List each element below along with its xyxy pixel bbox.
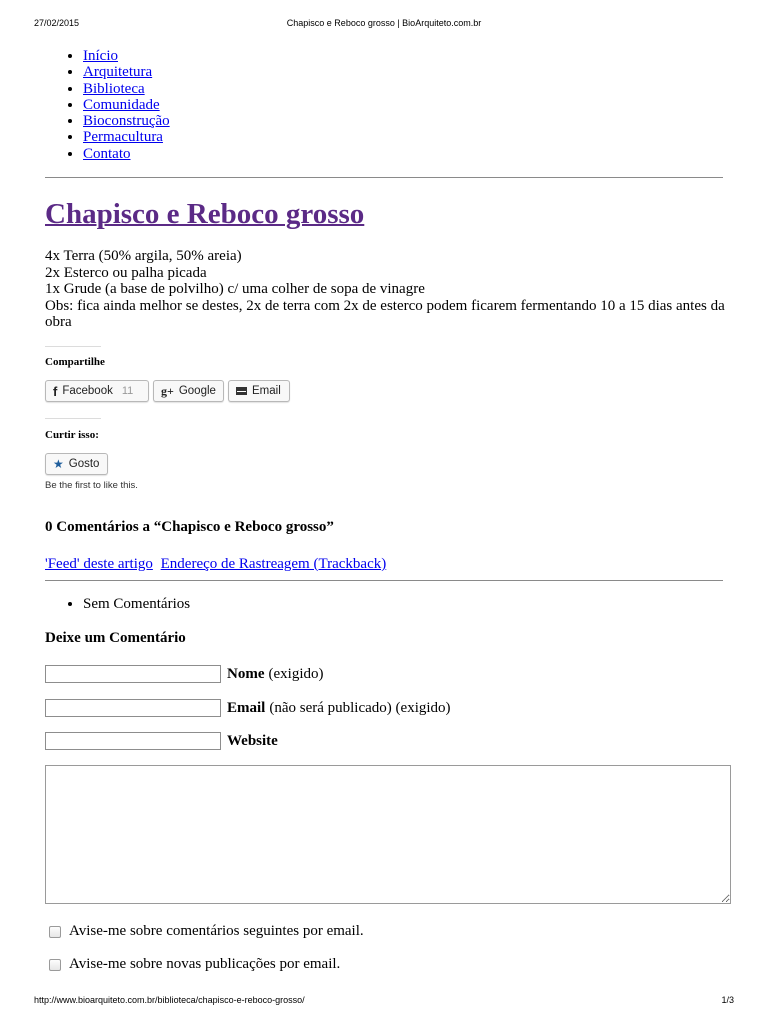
nav-link-comunidade[interactable]: Comunidade: [83, 96, 160, 113]
nav-link-contato[interactable]: Contato: [83, 145, 131, 162]
article-line: 2x Esterco ou palha picada: [45, 264, 207, 281]
leave-comment-title: Deixe um Comentário: [45, 630, 186, 646]
website-input[interactable]: [45, 732, 221, 750]
print-date: 27/02/2015: [34, 18, 80, 28]
facebook-count: 11: [121, 385, 134, 397]
article-line: 4x Terra (50% argila, 50% areia): [45, 248, 242, 264]
facebook-share-button[interactable]: [45, 380, 149, 402]
article-title: [45, 195, 364, 233]
nav-item-arquitetura: [83, 64, 170, 80]
notify-posts-row[interactable]: [49, 956, 340, 973]
like-note: Be the first to like this.: [45, 480, 138, 491]
nav-item-comunidade: [83, 97, 170, 113]
header-divider: [45, 177, 723, 178]
facebook-icon: f: [53, 383, 58, 399]
feed-link[interactable]: 'Feed' deste artigo: [45, 556, 153, 572]
nav-item-permacultura: [83, 129, 170, 145]
email-label: Email: [252, 385, 281, 397]
name-input[interactable]: [45, 665, 221, 683]
website-label: Website: [227, 732, 278, 749]
nav-item-biblioteca: [83, 81, 170, 97]
google-share-button[interactable]: [153, 380, 224, 402]
notify-comments-row[interactable]: [49, 923, 364, 940]
comment-textarea[interactable]: [45, 765, 731, 904]
notify-comments-checkbox[interactable]: [49, 926, 61, 938]
name-field-row: [45, 665, 323, 683]
nav-item-contato: [83, 146, 170, 162]
email-field-label: Email: [227, 699, 266, 716]
nav-link-inicio[interactable]: Início: [83, 48, 118, 64]
article-title-link[interactable]: Chapisco e Reboco grosso: [45, 198, 365, 230]
trackback-link[interactable]: Endereço de Rastreagem (Trackback): [160, 556, 387, 572]
print-page-title: Chapisco e Reboco grosso | BioArquiteto.com.br: [286, 18, 482, 28]
notify-comments-label: Avise-me sobre comentários seguintes por email.: [69, 923, 364, 939]
comments-divider: [45, 580, 723, 581]
article-line: Obs: fica ainda melhor se destes, 2x de terra com 2x de esterco podem ficarem fermentando 10 a 15 dias antes da obra: [45, 297, 725, 330]
nav-item-inicio: [83, 48, 170, 64]
article-content: [45, 248, 725, 331]
email-input[interactable]: [45, 699, 221, 717]
comment-list: [45, 596, 190, 613]
like-divider: [45, 418, 101, 419]
nav-link-bioconstrucao[interactable]: Bioconstrução: [83, 113, 170, 130]
website-field-row: [45, 732, 282, 750]
share-divider: [45, 346, 101, 347]
google-label: Google: [178, 385, 216, 397]
name-label: Nome: [227, 665, 265, 682]
share-heading: Compartilhe: [45, 356, 105, 368]
print-page-number: 1/3: [721, 995, 734, 1005]
google-plus-icon: g+: [161, 383, 174, 398]
envelope-icon: [236, 387, 247, 395]
email-note: (não será publicado) (exigido): [269, 699, 451, 716]
notify-posts-label: Avise-me sobre novas publicações por email.: [69, 956, 341, 972]
nav-link-arquitetura[interactable]: Arquitetura: [83, 64, 153, 81]
email-share-button[interactable]: [228, 380, 290, 402]
print-url: http://www.bioarquiteto.com.br/biblioteca/chapisco-e-reboco-grosso/: [34, 995, 305, 1005]
nav-item-bioconstrucao: [83, 113, 170, 129]
like-button-label: Gosto: [68, 458, 100, 470]
like-heading: Curtir isso:: [45, 429, 99, 441]
like-button[interactable]: [45, 453, 108, 475]
name-note: (exigido): [268, 665, 324, 682]
nav-link-permacultura[interactable]: Permacultura: [83, 129, 163, 146]
nav-link-biblioteca[interactable]: Biblioteca: [83, 80, 145, 97]
star-icon: ★: [53, 457, 64, 471]
no-comments-item: • Sem Comentários: [83, 596, 190, 613]
comment-feed-links: [45, 556, 390, 573]
article-line: 1x Grude (a base de polvilho) c/ uma colher de sopa de vinagre: [45, 281, 425, 297]
comments-title: 0 Comentários a “Chapisco e Reboco grosso”: [45, 519, 334, 535]
facebook-label: Facebook: [62, 385, 113, 397]
email-field-row: [45, 699, 451, 717]
notify-posts-checkbox[interactable]: [49, 959, 61, 971]
main-nav: [45, 48, 170, 162]
